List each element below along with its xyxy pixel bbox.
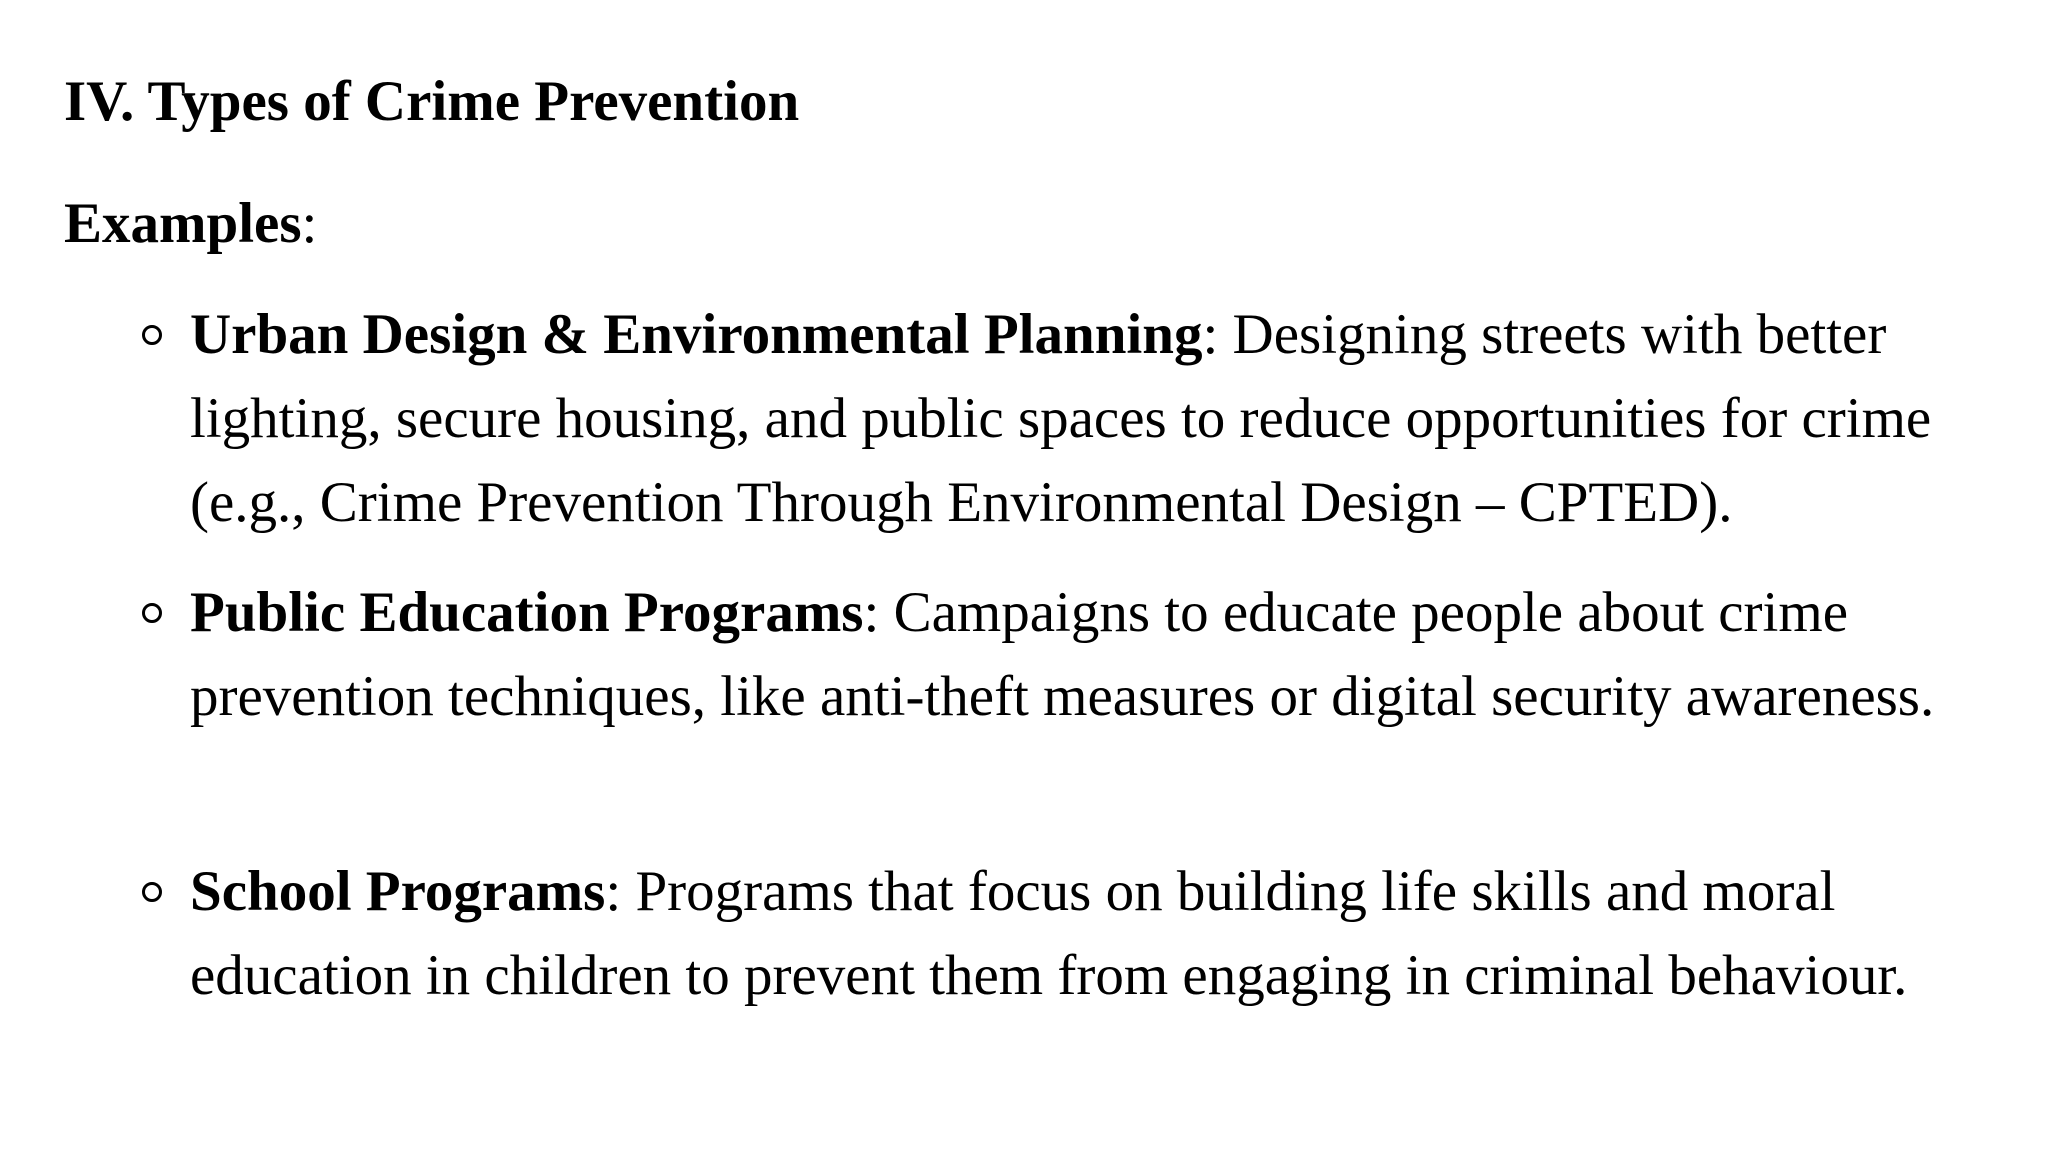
item-separator: : — [605, 860, 636, 923]
item-text: Campaigns to educate people about crime prevention techniques, like anti-theft measures or digital security awareness. — [190, 581, 1935, 728]
item-separator: : — [863, 581, 894, 644]
hollow-circle-bullet-icon — [142, 882, 162, 902]
item-separator: : — [1202, 303, 1233, 366]
examples-label-line — [64, 186, 317, 262]
item-title: Public Education Programs — [190, 581, 864, 644]
list-item-public-education — [190, 571, 2030, 739]
item-title: Urban Design & Environmental Planning — [190, 303, 1203, 366]
hollow-circle-bullet-icon — [142, 603, 162, 623]
list-item-urban-design — [190, 293, 2030, 545]
section-heading: IV. Types of Crime Prevention — [64, 70, 800, 133]
list-item-school-programs — [190, 850, 2030, 1018]
examples-label: Examples — [64, 192, 302, 255]
hollow-circle-bullet-icon — [142, 325, 162, 345]
examples-colon: : — [301, 192, 318, 255]
item-text: Programs that focus on building life skills and moral education in children to prevent them from engaging in criminal behaviour. — [190, 860, 1908, 1007]
item-title: School Programs — [190, 860, 606, 923]
item-text: Designing streets with better lighting, secure housing, and public spaces to reduce opportunities for crime (e.g., Crime Prevention Through Environmental Design – CPTED). — [190, 303, 1932, 534]
